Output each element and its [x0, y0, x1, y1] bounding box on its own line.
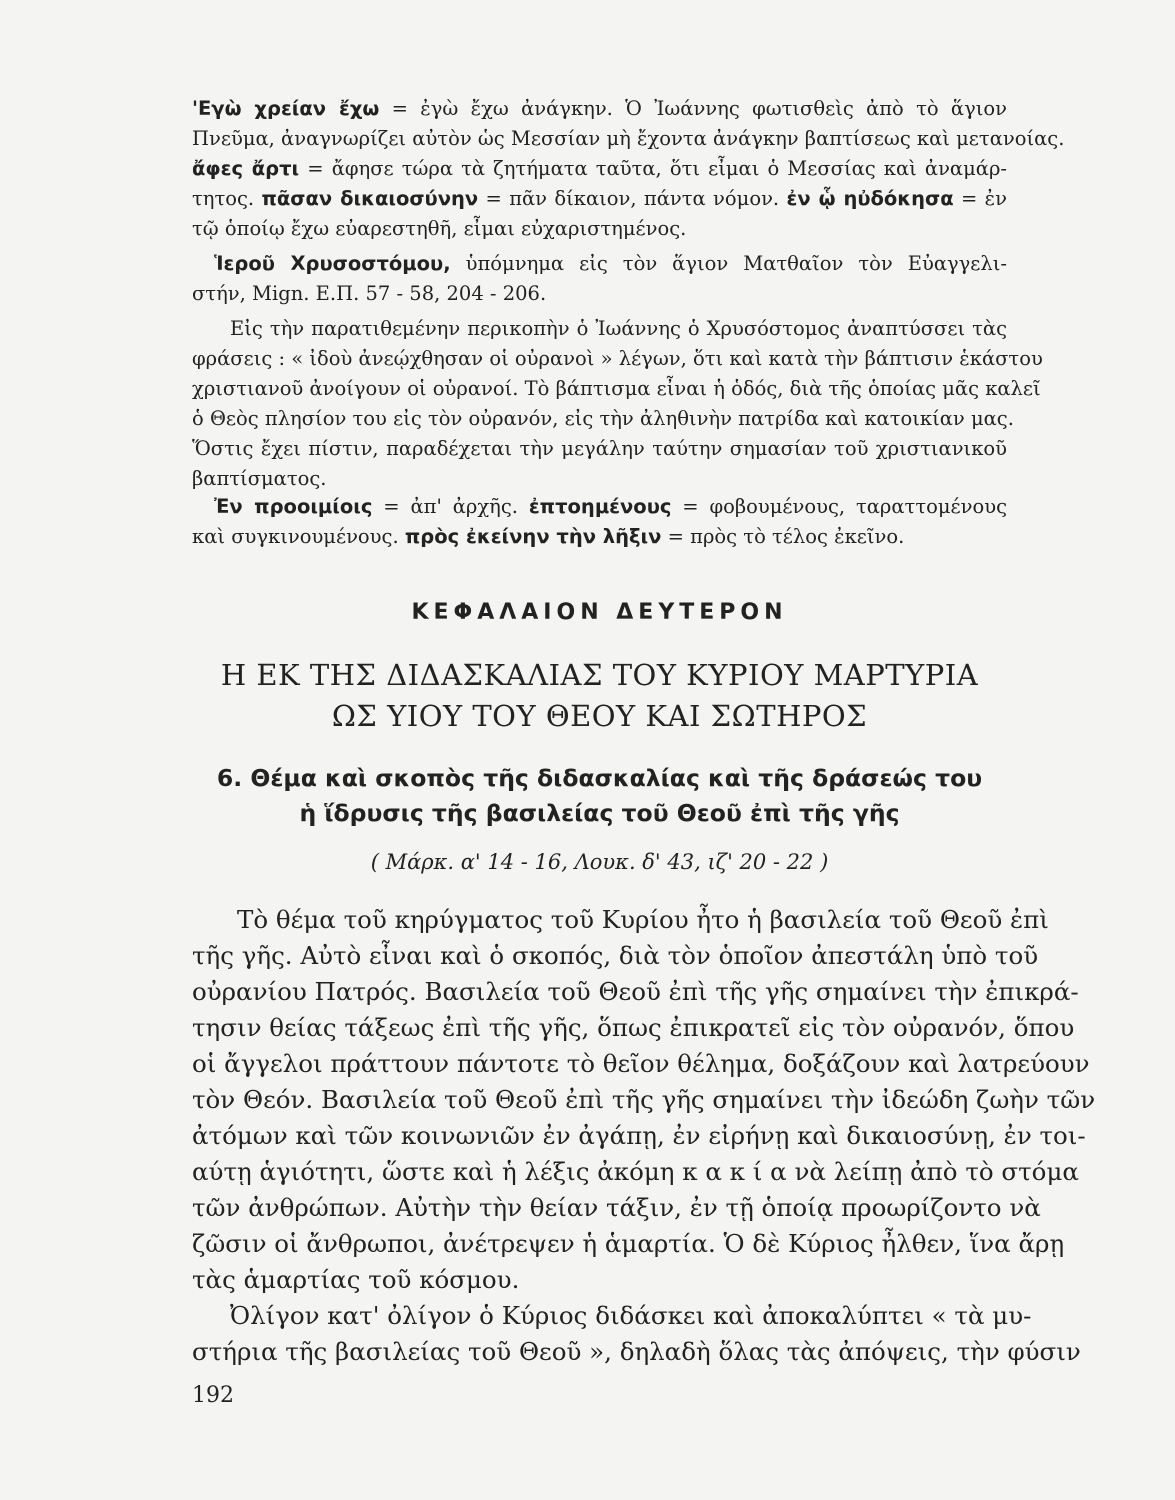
note-term: ἐπτοημένους: [528, 495, 672, 518]
note-text: ὁ Θεὸς πλησίον του εἰς τὸν οὐρανόν, εἰς τὴν ἀληθινὴν πατρίδα καὶ κατοικίαν μας.: [192, 407, 1014, 430]
body-line: οἱ ἄγγελοι πράττουν πάντοτε τὸ θεῖον θέλημα, δοξάζουν καὶ λατρεύουν: [192, 1049, 1090, 1078]
note-term: ἐν ᾧ ηὐδόκησα: [786, 187, 954, 210]
note-line: [192, 407, 1014, 430]
note-line: [192, 282, 1007, 305]
note-text: φράσεις : « ἰδοὺ ἀνεῴχθησαν οἱ οὐρανοὶ » λέγων, ὅτι καὶ κατὰ τὴν βάπτισιν ἑκάστου: [192, 347, 1043, 370]
note-text: = ἐν: [953, 187, 1007, 210]
note-text: στήν, Mign. E.Π. 57 - 58, 204 - 206.: [192, 282, 547, 305]
note-line: [192, 437, 1007, 460]
note-line: [192, 467, 1007, 490]
note-text: καὶ συγκινουμένους.: [192, 525, 399, 548]
note-term: Ἱεροῦ Χρυσοστόμου,: [214, 252, 451, 275]
note-text: Ὅστις ἔχει πίστιν, παραδέχεται τὴν μεγάλην ταύτην σημασίαν τοῦ χριστιανικοῦ: [192, 437, 1007, 460]
body-line: στήρια τῆς βασιλείας τοῦ Θεοῦ », δηλαδὴ ὅλας τὰς ἀπόψεις, τὴν φύσιν: [192, 1337, 1081, 1366]
note-line: [214, 495, 1007, 518]
note-text: = πρὸς τὸ τέλος ἐκεῖνο.: [661, 525, 905, 548]
note-term: ἄφες ἄρτι: [192, 157, 300, 180]
note-text: = ἀπ' ἀρχῆς.: [372, 495, 518, 518]
note-line: [192, 347, 1043, 370]
body-line: τῶν ἀνθρώπων. Αὐτὴν τὴν θείαν τάξιν, ἐν τῇ ὁποίᾳ προωρίζοντο νὰ: [192, 1193, 1041, 1222]
note-line: [192, 525, 1007, 548]
body-line: τῆς γῆς. Αὐτὸ εἶναι καὶ ὁ σκοπός, διὰ τὸν ὁποῖον ἀπεστάλη ὑπὸ τοῦ: [192, 941, 1039, 970]
note-term: πᾶσαν δικαιοσύνην: [261, 187, 479, 210]
note-text: χριστιανοῦ ἀνοίγουν οἱ οὐρανοί. Τὸ βάπτισμα εἶναι ἡ ὁδός, διὰ τῆς ὁποίας μᾶς καλεῖ: [192, 377, 1041, 400]
body-line: τὰς ἁμαρτίας τοῦ κόσμου.: [192, 1265, 520, 1294]
note-text: = ἐγὼ ἔχω ἀνάγκην. Ὁ Ἰωάννης φωτισθεὶς ἀπὸ τὸ ἅγιον: [379, 97, 1007, 120]
note-text: τῷ ὁποίῳ ἔχω εὐαρεστηθῆ, εἶμαι εὐχαριστημένος.: [192, 217, 687, 240]
body-line: Τὸ θέμα τοῦ κηρύγματος τοῦ Κυρίου ἦτο ἡ βασιλεία τοῦ Θεοῦ ἐπὶ: [237, 905, 1049, 934]
note-text: = φοβουμένους, ταραττομένους: [671, 495, 1007, 518]
body-line: Ὀλίγον κατ' ὀλίγον ὁ Κύριος διδάσκει καὶ ἀποκαλύπτει « τὰ μυ-: [230, 1301, 1032, 1330]
body-line: αύτῃ ἁγιότητι, ὥστε καὶ ἡ λέξις ἀκόμη κ α κ ί α νὰ λείπῃ ἀπὸ τὸ στόμα: [192, 1157, 1079, 1186]
note-line: [192, 187, 1007, 210]
note-line: [192, 217, 1007, 240]
body-line: ἀτόμων καὶ τῶν κοινωνιῶν ἐν ἀγάπῃ, ἐν εἰρήνῃ καὶ δικαιοσύνῃ, ἐν τοι-: [192, 1121, 1086, 1150]
note-line: [192, 377, 1041, 400]
note-text: = ἄφησε τώρα τὰ ζητήματα ταῦτα, ὅτι εἶμαι ὁ Μεσσίας καὶ ἀναμάρ-: [299, 157, 1007, 180]
body-line: ζῶσιν οἱ ἄνθρωποι, ἀνέτρεψεν ἡ ἁμαρτία. Ὁ δὲ Κύριος ἦλθεν, ἵνα ἄρῃ: [192, 1229, 1065, 1258]
body-line: οὐρανίου Πατρός. Βασιλεία τοῦ Θεοῦ ἐπὶ τῆς γῆς σημαίνει τὴν ἐπικρά-: [192, 977, 1079, 1006]
note-line: [214, 252, 1007, 275]
body-line: τησιν θείας τάξεως ἐπὶ τῆς γῆς, ὅπως ἐπικρατεῖ εἰς τὸν οὐρανόν, ὅπου: [192, 1013, 1075, 1042]
body-line: τὸν Θεόν. Βασιλεία τοῦ Θεοῦ ἐπὶ τῆς γῆς σημαίνει τὴν ἰδεώδη ζωὴν τῶν: [192, 1085, 1096, 1114]
note-text: Εἰς τὴν παρατιθεμένην περικοπὴν ὁ Ἰωάννης ὁ Χρυσόστομος ἀναπτύσσει τὰς: [230, 317, 1007, 340]
note-text: ὑπόμνημα εἰς τὸν ἅγιον Ματθαῖον τὸν Εὐαγγελι-: [450, 252, 1007, 275]
note-text: τητος.: [192, 187, 255, 210]
note-term: πρὸς ἐκείνην τὴν λῆξιν: [404, 525, 662, 548]
note-text: Πνεῦμα, ἀναγνωρίζει αὐτὸν ὡς Μεσσίαν μὴ ἔχοντα ἀνάγκην βαπτίσεως καὶ μετανοίας.: [192, 127, 1065, 150]
note-term: Ἐν προοιμίοις: [214, 495, 373, 518]
note-line: [192, 127, 1065, 150]
section-title-line: ἡ ἵδρυσις τῆς βασιλείας τοῦ Θεοῦ ἐπὶ τῆς γῆς: [299, 799, 900, 827]
scripture-reference: ( Μάρκ. α' 14 - 16, Λουκ. δ' 43, ιζ' 20 - 22 ): [370, 850, 829, 874]
note-line: [230, 317, 1007, 340]
note-text: = πᾶν δίκαιον, πάντα νόμον.: [478, 187, 780, 210]
note-text: βαπτίσματος.: [192, 467, 327, 490]
page-number: 192: [192, 1383, 234, 1408]
note-line: [192, 157, 1007, 180]
section-title-line: 6. Θέμα καὶ σκοπὸς τῆς διδασκαλίας καὶ τῆς δράσεώς του: [216, 764, 983, 792]
chapter-label: ΚΕΦΑΛΑΙΟΝ ΔΕΥΤΕΡΟΝ: [411, 600, 788, 625]
note-line: [192, 97, 1007, 120]
note-term: 'Εγὼ χρείαν ἔχω: [192, 97, 380, 120]
chapter-title-line: Η ΕΚ ΤΗΣ ΔΙΔΑΣΚΑΛΙΑΣ ΤΟΥ ΚΥΡΙΟΥ ΜΑΡΤΥΡΙΑ: [220, 658, 979, 692]
chapter-title-line: ΩΣ ΥΙΟΥ ΤΟΥ ΘΕΟΥ ΚΑΙ ΣΩΤΗΡΟΣ: [331, 699, 868, 733]
